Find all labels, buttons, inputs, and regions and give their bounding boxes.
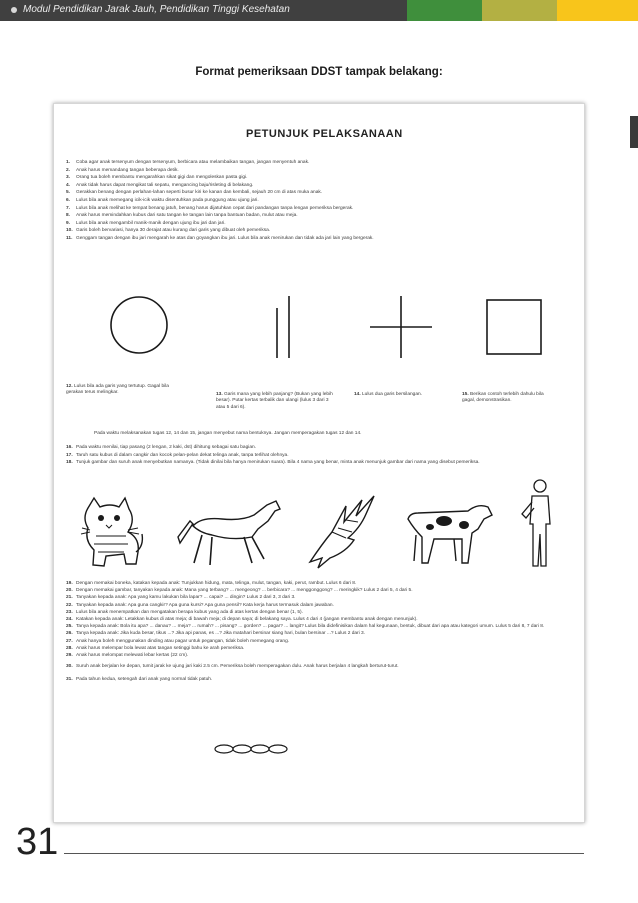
side-tab [630,116,638,148]
instruction-item [66,452,571,460]
question-item [66,609,571,616]
instruction-number: 10. [66,228,73,234]
instruction-text: Anak harus memandang tangan beberapa detik. [76,167,179,173]
instruction-list [66,159,571,243]
question-item [66,616,571,623]
question-text: Anak harus melempar bola lewat atas tangan setinggi bahu ke arah pemeriksa. [76,645,245,651]
question-text: Tanya kepada anak: Bola itu apa? ... danau? ... meja? ... rumah? ... pisang? ... gorden? ... pagar? ... langit? Lulus bila didefinisikan dalam hal kegunaan, bentuk, dibuat dari apa atau kategori umum. Lulus 5 dari 8, 7 dari 8. [76,624,545,630]
copy-item-text: Garis mana yang lebih panjang? (Bukan yang lebih besar). Putar kertas terbalik dan ulangi (lulus 3 dari 3 atau 5 dari 6). [216,392,333,410]
bird-picture [302,492,382,570]
question-text: Pada tahun kedua, setengah dari anak yang normal tidak patuh. [76,677,213,683]
question-number: 23. [66,609,73,615]
instruction-item [66,227,571,235]
question-number: 22. [66,602,73,608]
instruction-item [66,444,571,452]
square-figure [484,297,544,357]
demo-note: Pada waktu melaksanakan tugas 12, 14 dan 15, jangan menyebut nama bentuknya. Jangan memperagakan tugas 12 dan 14. [94,431,362,436]
instruction-number: 5. [66,190,71,196]
copy-item-number: 15. [462,392,469,397]
question-text: Tanyakan kepada anak: Apa yang kamu lakukan bila lapar? ... capai? ... dingin? Lulus 2 dari 3, 3 dari 3. [76,595,296,601]
cross-figure [368,294,434,360]
question-text: Katakan kepada anak: Letakkan kubus di atas meja; di bawah meja; di depan saya; di belakang saya. Lulus 4 dari 4 (jangan membantu anak dengan menunjuk). [76,617,418,623]
question-item [66,638,571,645]
instruction-item [66,197,571,205]
header-olive-band [482,0,557,21]
question-number: 21. [66,595,73,601]
question-item [66,580,571,587]
instruction-number: 16. [66,445,73,450]
ddst-form-scan [53,103,585,823]
instruction-text: Genggam tangan dengan ibu jari mengarah ke atas dan goyangkan ibu jari. Lulus bila anak menirukan dan tidak ada jari lain yang bergerak. [76,235,374,241]
instruction-number: 4. [66,182,71,188]
instruction-text: Lulus bila anak mengambil manik-manik dengan ujung ibu jari dan jari. [76,220,226,226]
question-number: 26. [66,631,73,637]
question-text: Anak hanya boleh menggunakan dinding atau pagar untuk pegangan, tidak boleh memegang orang. [76,638,290,644]
instruction-item [66,159,571,167]
copy-item-number: 13. [216,392,223,397]
instruction-number: 8. [66,213,71,219]
question-text: Tanya kepada anak: Jika kuda besar, tikus ...? Jika api panas, es ...? Jika matahari bersinar siang hari, bulan bersinar ...? Lulus 2 dari 3. [76,631,366,637]
question-item [66,587,571,594]
footer-rule [64,853,584,854]
instruction-text: Coba agar anak tersenyum dengan tersenyum, berbicara atau melambaikan tangan, jangan menyentuh anak. [76,160,310,165]
horse-picture [172,497,282,569]
circle-figure [106,292,172,358]
copy-item-note [462,392,557,405]
question-text: Dengan memakai boneka, katakan kepada anak: Tunjukkan hidung, mata, telinga, mulut, tangan, kaki, perut, rambut. Lulus 6 dari 8. [76,581,357,586]
question-item [66,645,571,652]
question-number: 28. [66,645,73,651]
question-number: 24. [66,617,73,623]
instruction-item [66,220,571,228]
bullet-icon [11,7,17,13]
instruction-text: Orang tua boleh membantu mengarahkan sikat gigi dan mengoleskan pasta gigi. [76,175,248,181]
heel-to-toe-footprints-figure [214,743,294,755]
parallel-lines-figure [269,294,299,362]
question-text: Anak harus melompat melewati lebar kertas (22 cm). [76,653,189,659]
question-item [66,676,571,683]
copy-item-note [354,392,449,398]
copy-item-number: 12. [66,384,73,389]
instruction-number: 11. [66,235,73,241]
question-number: 29. [66,653,73,659]
instruction-text: Garis boleh bervariasi, hanya 30 derajat atau kurang dari garis yang dibuat oleh pemeriksa. [76,228,271,234]
instruction-number: 9. [66,220,71,226]
question-item [66,623,571,630]
question-list [66,580,571,684]
person-picture [518,478,558,570]
question-number: 30. [66,664,73,670]
question-text: Suruh anak berjalan ke depan, tumit jarak ke ujung jari kaki 2.5 cm. Pemeriksa boleh memperagakan dulu. Anak harus berjalan 4 langkah berturut-turut. [76,664,399,670]
question-item [66,663,571,670]
question-number: 25. [66,624,73,630]
question-item [66,630,571,637]
instruction-number: 17. [66,452,73,458]
instruction-item [66,235,571,243]
form-title: PETUNJUK PELAKSANAAN [246,128,403,140]
instruction-text: Pada waktu menilai, tiap pasang (2 lengan, 2 kaki, dst) dihitung sebagai satu bagian. [76,445,257,450]
copy-item-note [66,384,176,397]
instruction-item [66,212,571,220]
question-text: Tanyakan kepada anak: Apa guna cangkir? Apa guna kursi? Apa guna pensil? Kata kerja harus termasuk dalam jawaban. [76,602,334,608]
copy-item-text: Berikan contoh terlebih dahulu bila gagal, demonstrasikan. [462,392,544,404]
dog-picture [404,499,494,569]
copy-item-text: Lulus bila ada garis yang tertutup. Gagal bila gerakan terus melingkar. [66,384,169,396]
instruction-text: Anak tidak harus dapat mengikat tali sepatu, mengancing baju/risleting di belakang. [76,182,254,188]
question-item [66,602,571,609]
instruction-text: Taruh satu kubus di dalam cangkir dan kocok pelan-pelan dekat telinga anak, tanpa terlihat olehnya. [76,452,289,458]
instruction-number: 18. [66,460,73,466]
instruction-text: Anak harus memindahkan kubus dari satu tangan ke tangan lain tanpa bantuan badan, mulut atau meja. [76,213,298,219]
instruction-number: 7. [66,205,71,211]
instruction-item [66,182,571,190]
copy-item-number: 14. [354,392,361,397]
instruction-item [66,205,571,213]
question-text: Lulus bila anak menempatkan dan mengatakan berapa kubus yang ada di atas kertas dengan benar (1, 5). [76,609,303,615]
question-item [66,594,571,601]
instruction-number: 6. [66,197,71,203]
instruction-text: Tunjuk gambar dan suruh anak menyebutkan namanya. (Tidak dinilai bila hanya menirukan suara). Bila 4 nama yang benar, minta anak menunjuk gambar dari nama yang disebut pemeriksa. [76,460,480,466]
instruction-text: Lulus bila anak memegang icik-icik waktu disentuhkan pada punggung atau ujung jari. [76,197,259,203]
instruction-item [66,189,571,197]
question-item [66,652,571,659]
header-title: Modul Pendidikan Jarak Jauh, Pendidikan Tinggi Kesehatan [23,4,290,15]
question-number: 27. [66,638,73,644]
figure-caption: Format pemeriksaan DDST tampak belakang: [195,66,443,78]
instruction-list-2 [66,444,571,475]
header-bar [0,0,638,21]
instruction-item [66,459,571,475]
instruction-number: 3. [66,175,71,181]
page-number: 31 [16,821,59,863]
header-yellow-band [557,0,638,21]
instruction-number: 2. [66,167,71,173]
instruction-number: 1. [66,160,71,165]
question-number: 19. [66,581,73,586]
header-green-band [407,0,482,21]
instruction-text: Lulus bila anak melihat ke tempat benang jatuh, benang harus dijatuhkan cepat dari pandangan tanpa lengan pemeriksa bergerak. [76,205,354,211]
cat-picture [76,494,146,569]
copy-item-text: Lulus dua garis bersilangan. [362,392,423,397]
instruction-item [66,174,571,182]
question-number: 20. [66,588,73,594]
question-text: Dengan memakai gambar, tanyakan kepada anak: Mana yang terbang? ... mengeong? ... berbicara? ... menggonggong? ... meringkik? Lulus 2 dari 5, 4 dari 5. [76,588,413,594]
question-number: 31. [66,677,73,683]
instruction-item [66,167,571,175]
instruction-text: Gerakkan benang dengan perlahan-lahan seperti busur kiri ke kanan dan kembali, sejauh 20 cm di atas muka anak. [76,190,323,196]
copy-item-note [216,392,336,411]
